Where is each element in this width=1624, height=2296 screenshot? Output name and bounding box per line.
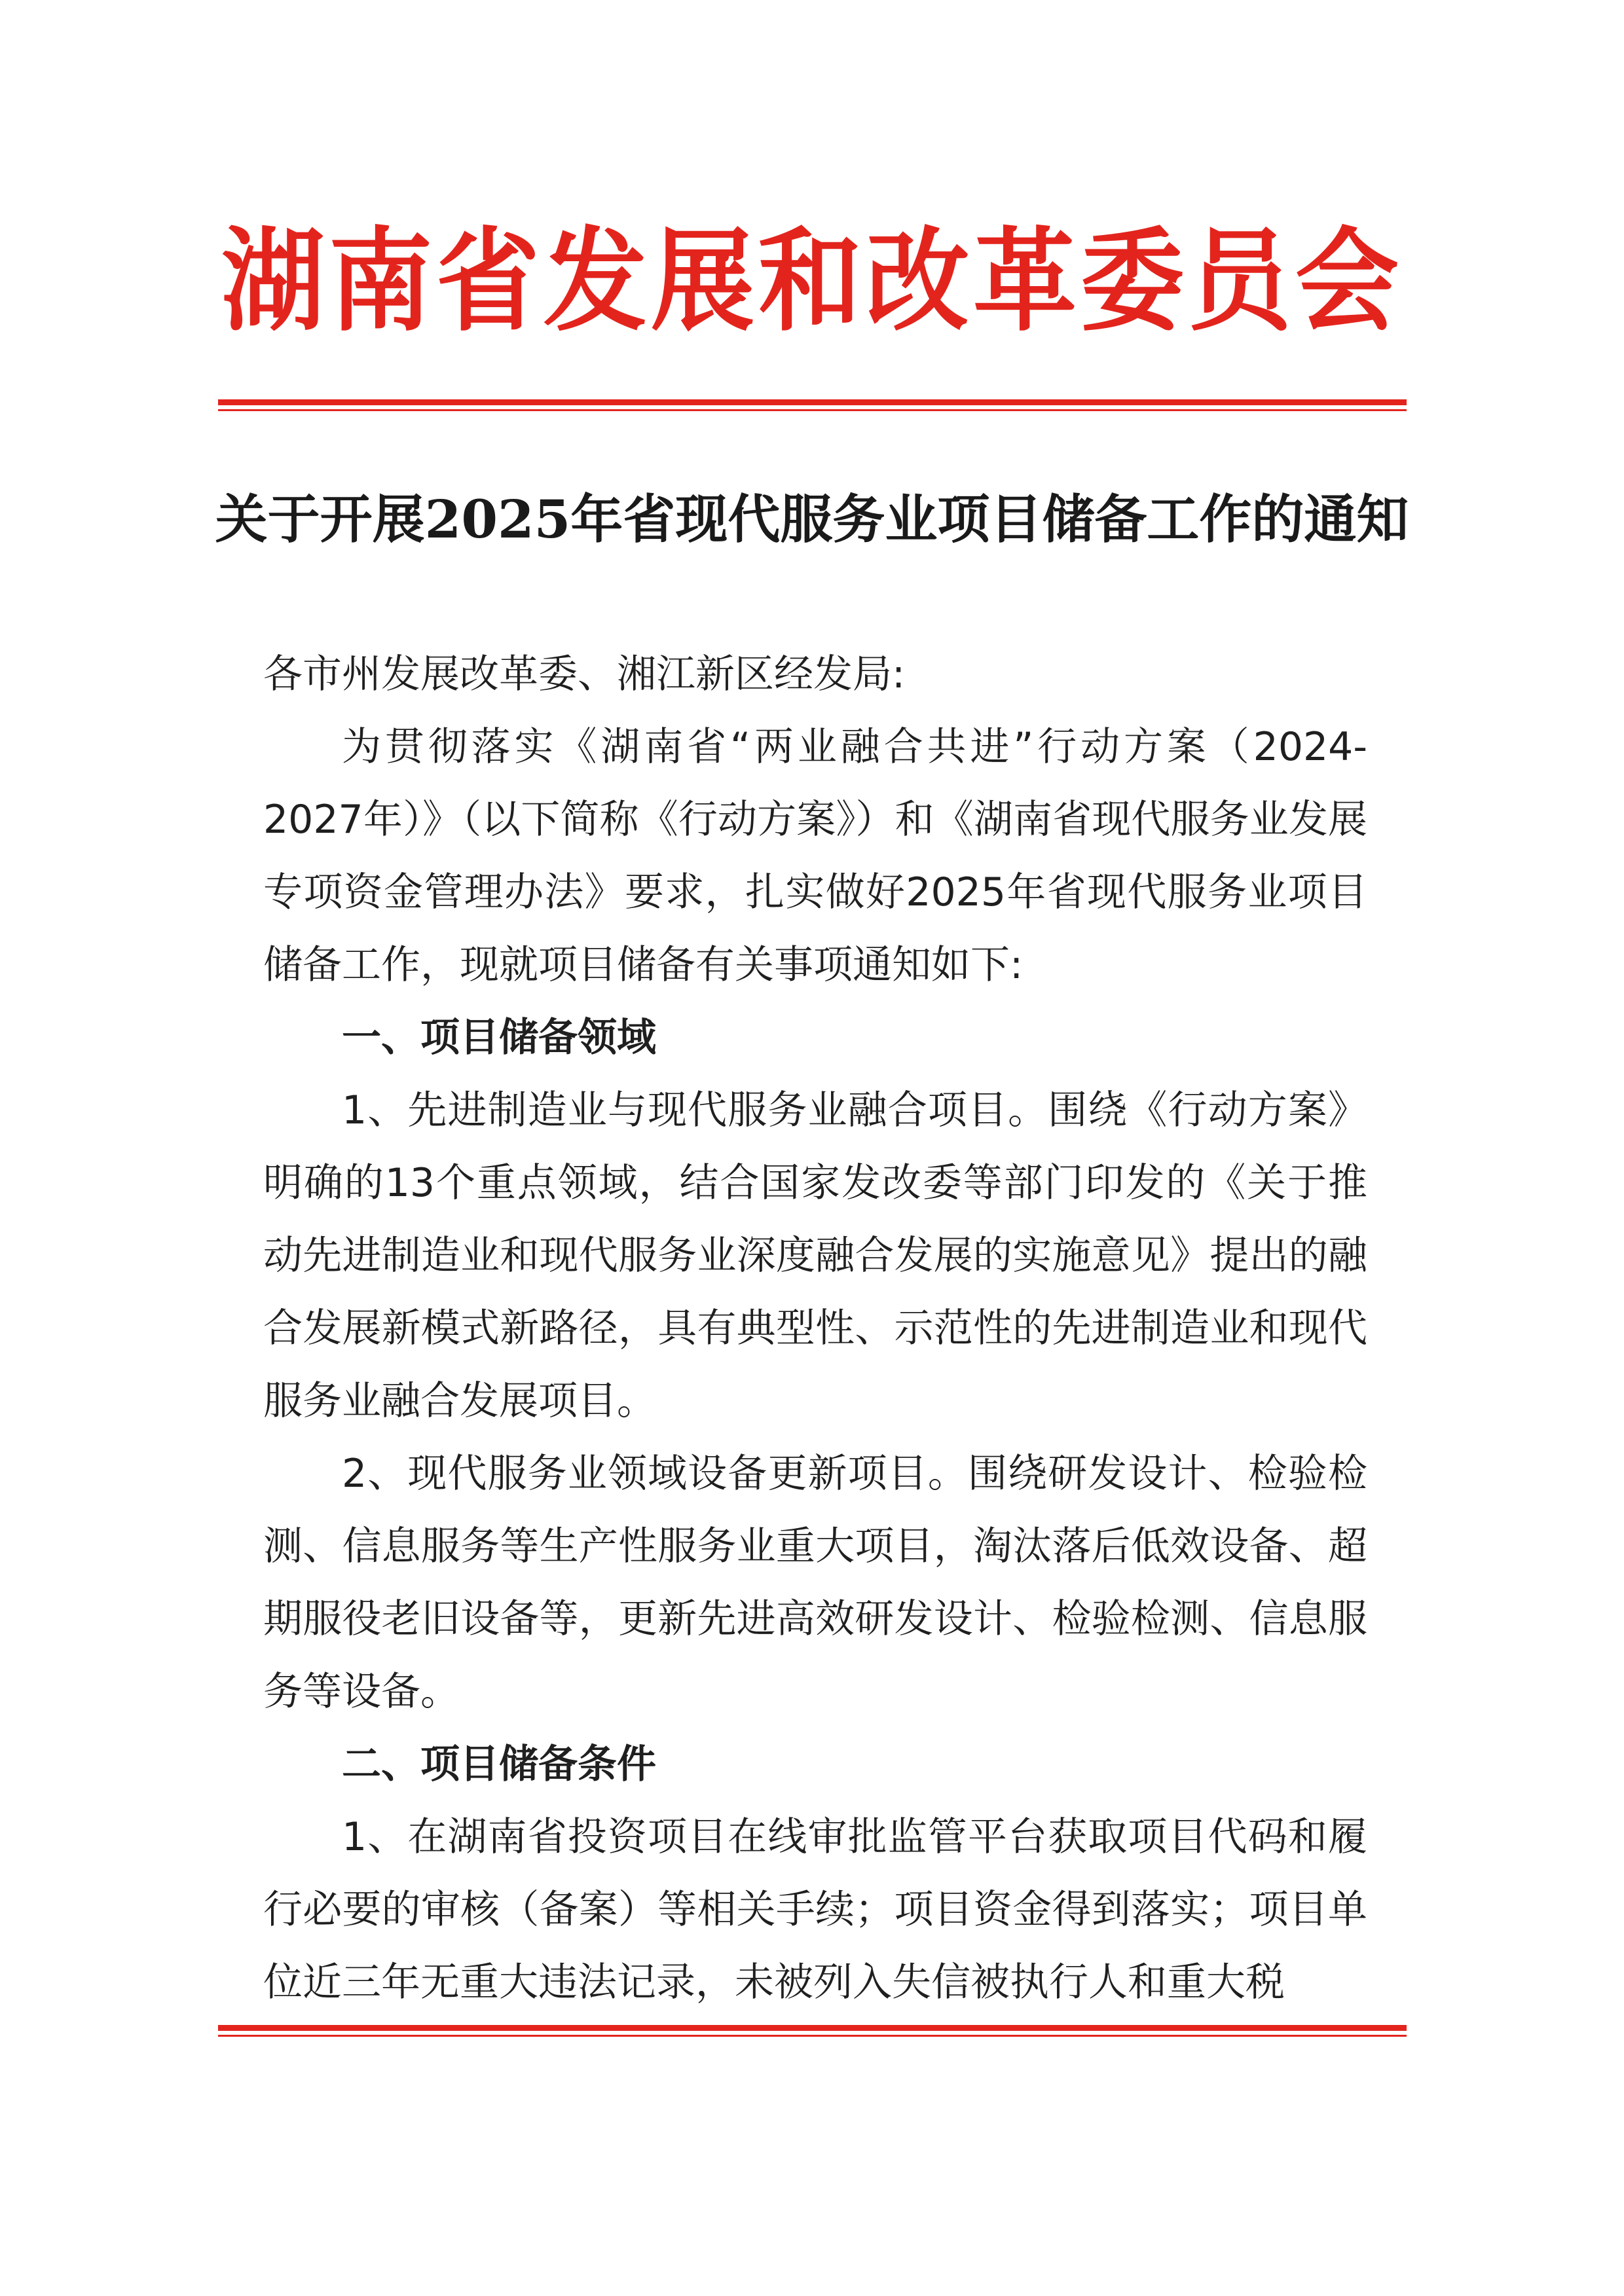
rule-thick-line [218, 2025, 1407, 2031]
section-2-item-1: 1、在湖南省投资项目在线审批监管平台获取项目代码和履行必要的审核（备案）等相关手续；项目资金得到落实；项目单位近三年无重大违法记录，未被列入失信被执行人和重大税 [263, 1814, 1367, 2005]
rule-thick-line [218, 399, 1407, 405]
section-1-item-1: 1、先进制造业与现代服务业融合项目。围绕《行动方案》明确的13个重点领域，结合国家发改委等部门印发的《关于推动先进制造业和现代服务业深度融合发展的实施意见》提出的融合发展新模式新路径，具有典型性、示范性的先进制造业和现代服务业融合发展项目。 [263, 1087, 1367, 1424]
rule-thin-line [218, 2035, 1407, 2037]
footer-red-rule [218, 2025, 1407, 2037]
section-1-item-2: 2、现代服务业领域设备更新项目。围绕研发设计、检验检测、信息服务等生产性服务业重大项目，淘汰落后低效设备、超期服役老旧设备等，更新先进高效研发设计、检验检测、信息服务等设备。 [263, 1451, 1367, 1715]
salutation: 各市州发展改革委、湘江新区经发局: [263, 651, 906, 697]
section-1-heading: 一、项目储备领域 [342, 1015, 656, 1061]
letterhead-title: 湖南省发展和改革委员会 [221, 215, 1403, 347]
rule-thin-line [218, 409, 1407, 411]
letterhead-red-rule [218, 399, 1407, 411]
intro-paragraph: 为贯彻落实《湖南省“两业融合共进”行动方案（2024-2027年）》（以下简称《行动方案》）和《湖南省现代服务业发展专项资金管理办法》要求，扎实做好2025年省现代服务业项目储备工作，现就项目储备有关事项通知如下: [263, 724, 1367, 988]
notice-body [263, 638, 1367, 2019]
notice-title: 关于开展2025年省现代服务业项目储备工作的通知 [215, 488, 1409, 550]
section-2-heading: 二、项目储备条件 [342, 1741, 656, 1787]
